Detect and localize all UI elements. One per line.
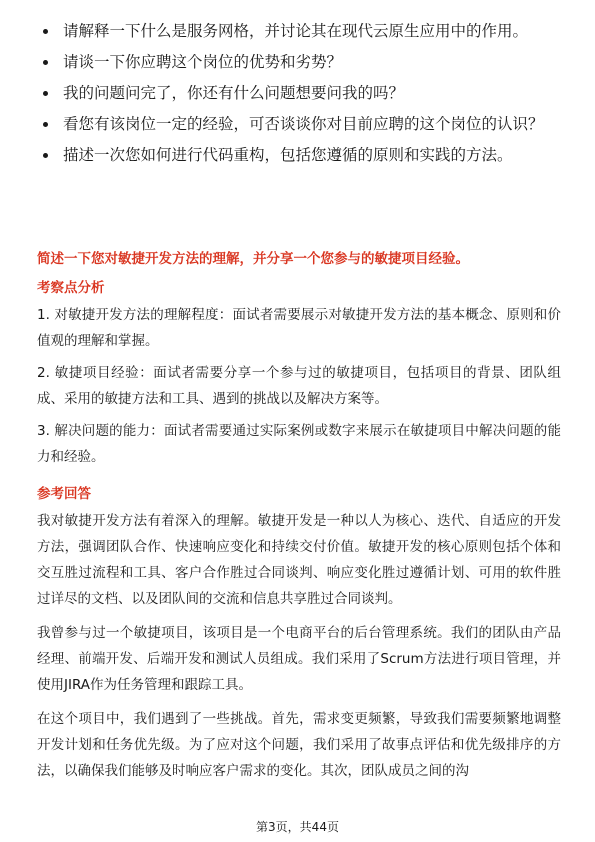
list-item: 看您有该岗位一定的经验，可否谈谈你对目前应聘的这个岗位的认识？	[38, 113, 558, 135]
answer-paragraph: 我对敏捷开发方法有着深入的理解。敏捷开发是一种以人为核心、迭代、自适应的开发方法，强调团队合作、快速响应变化和持续交付价值。敏捷开发的核心原则包括个体和交互胜过流程和工具、客户合作胜过合同谈判、响应变化胜过遵循计划、可用的软件胜过详尽的文档、以及团队间的交流和信息共享胜过合同谈判。	[37, 513, 561, 607]
bullet-icon	[43, 29, 48, 34]
bullet-icon	[43, 153, 48, 158]
bullet-icon	[43, 122, 48, 127]
question-heading: 简述一下您对敏捷开发方法的理解，并分享一个您参与的敏捷项目经验。	[37, 251, 469, 267]
list-item: 我的问题问完了，你还有什么问题想要问我的吗？	[38, 82, 558, 104]
answer-heading: 参考回答	[37, 486, 91, 502]
analysis-item: 3. 解决问题的能力：面试者需要通过实际案例或数字来展示在敏捷项目中解决问题的能力和经验。	[37, 423, 561, 465]
list-item: 请谈一下你应聘这个岗位的优势和劣势？	[38, 51, 558, 73]
analysis-heading: 考察点分析	[37, 280, 105, 296]
analysis-item: 2. 敏捷项目经验：面试者需要分享一个参与过的敏捷项目，包括项目的背景、团队组成、采用的敏捷方法和工具、遇到的挑战以及解决方案等。	[37, 365, 561, 407]
bullet-icon	[43, 91, 48, 96]
list-item: 请解释一下什么是服务网格，并讨论其在现代云原生应用中的作用。	[38, 20, 558, 42]
analysis-item: 1. 对敏捷开发方法的理解程度：面试者需要展示对敏捷开发方法的基本概念、原则和价值观的理解和掌握。	[37, 307, 561, 349]
answer-paragraph: 在这个项目中，我们遇到了一些挑战。首先，需求变更频繁，导致我们需要频繁地调整开发计划和任务优先级。为了应对这个问题，我们采用了故事点评估和优先级排序的方法，以确保我们能够及时响应客户需求的变化。其次，团队成员之间的沟	[37, 711, 561, 779]
bullet-icon	[43, 60, 48, 65]
page-footer: 第3页，共44页	[256, 820, 339, 834]
list-item: 描述一次您如何进行代码重构，包括您遵循的原则和实践的方法。	[38, 144, 558, 166]
question-list	[38, 20, 558, 175]
answer-paragraph: 我曾参与过一个敏捷项目，该项目是一个电商平台的后台管理系统。我们的团队由产品经理、前端开发、后端开发和测试人员组成。我们采用了Scrum方法进行项目管理，并使用JIRA作为任务管理和跟踪工具。	[37, 625, 561, 693]
